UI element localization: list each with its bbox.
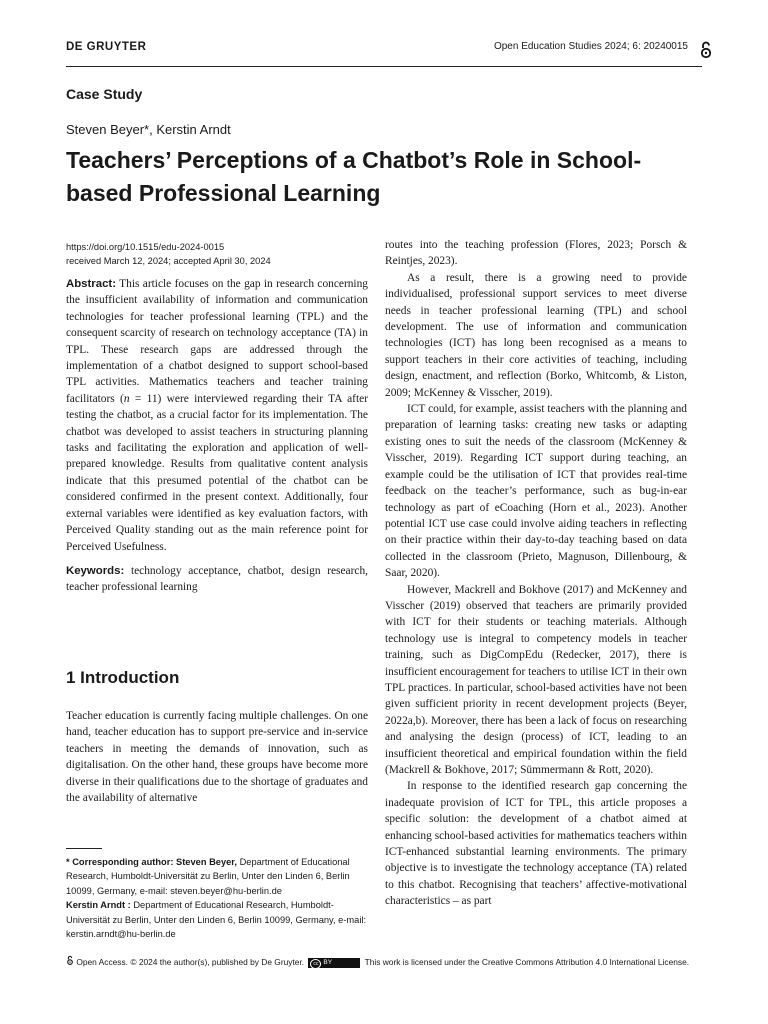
- cc-icon: cc: [310, 959, 321, 969]
- abstract-text-a: This article focuses on the gap in research concerning the insufficient availability of information and communication technologies for teacher professional learning (TPL) and the consequent scarcity of research on technology acceptance (TA) in TPL. These research gaps are addressed through the implementation of a chatbot designed to support school-based TPL activities. Mathematics teachers and teacher training facilitators (: [66, 278, 368, 405]
- paragraph: In response to the identified research gap concerning the inadequate provision of ICT for TPL, this article proposes a specific solution: the development of a chatbot aimed at enhancing school-based activities for mathematics teachers within ICT-enhanced substantial learning environments. The primary objective is to investigate the technology acceptance (TA) related to this chatbot. Recognising that teachers’ affective-motivational characteristics – as part: [385, 780, 687, 908]
- open-access-icon: [700, 40, 712, 60]
- journal-info: Open Education Studies 2024; 6: 20240015: [493, 41, 688, 52]
- article-meta: [66, 240, 271, 268]
- doi-link[interactable]: https://doi.org/10.1515/edu-2024-0015: [66, 242, 225, 252]
- paragraph: However, Mackrell and Bokhove (2017) and McKenney and Visscher (2019) observed that teachers are primarily provided with ICT for their students or teaching materials. Although technology use is integral to competency models in teacher training, such as DigCompEdu (Redecker, 2017), there is insufficient encouragement for teachers to utilise ICT in their own TPL practices. In particular, school-based activities have not been given sufficient priority in recent development projects (Beyer, 2022a,b). Moreover, there has been a lack of focus on researching and analysing the design (process) of ICT, leading to an insufficient theoretical and empirical foundation within the field (Mackrell & Bokhove, 2017; Sümmermann & Rott, 2020).: [385, 583, 687, 776]
- authors: Steven Beyer*, Kerstin Arndt: [66, 122, 231, 137]
- paragraph: routes into the teaching profession (Flores, 2023; Porsch & Reintjes, 2023).: [385, 239, 687, 268]
- corresponding-label: * Corresponding author: Steven Beyer,: [66, 857, 237, 867]
- article-title: Teachers’ Perceptions of a Chatbot’s Role in School-based Professional Learning: [66, 147, 642, 206]
- section-heading-introduction: 1 Introduction: [66, 668, 180, 687]
- paragraph: As a result, there is a growing need to provide individualised, professional support services to meet diverse needs in teacher professional learning (TPL) and school development. The use of information and communication technologies (ICT) has long been recognised as a means to support teachers in their core activities of teaching, including design, enactment, and reflection (Borko, Whitcomb, & Liston, 2009; McKenney & Visscher, 2019).: [385, 271, 687, 399]
- open-access-icon: [66, 955, 74, 966]
- article-dates: received March 12, 2024; accepted April 30, 2024: [66, 256, 271, 266]
- introduction-paragraph: Teacher education is currently facing multiple challenges. On one hand, teacher education has to support pre-service and in-service teachers in meeting the demands of innovation, such as digitalisation. On the other hand, these groups have become more diverse in their qualifications due to the shortage of graduates and the availability of alternative: [66, 710, 368, 805]
- abstract-text-b: = 11) were interviewed regarding their TA after testing the chatbot, as a crucial factor for its implementation. The chatbot was developed to assist teachers in structuring planning tasks and facilitating the exploration and application of well-prepared knowledge. Results from qualitative content analysis indicate that this presumed potential of the chatbot can be considered confirmed in the present context. Additionally, four external variables were identified as key evaluation factors, with Perceived Quality standing out as the main reference point for Perceived Usefulness.: [66, 392, 368, 553]
- cc-badge-label: BY: [323, 958, 333, 966]
- license-statement: This work is licensed under the Creative Commons Attribution 4.0 International License.: [364, 957, 690, 967]
- second-author-note: [66, 898, 368, 941]
- corresponding-text: Department of Educational Research, Humboldt-Universität zu Berlin, Unter den Linden 6, Berlin 10099, Germany, e-mail: steven.beyer@hu-berlin.de: [66, 857, 350, 896]
- abstract-n: n: [123, 392, 130, 405]
- abstract-label: Abstract:: [66, 278, 117, 290]
- corresponding-author-note: [66, 855, 368, 898]
- publisher-logo: DE GRUYTER: [66, 41, 147, 53]
- article-type: Case Study: [66, 86, 143, 102]
- abstract-block: [66, 276, 368, 596]
- footnote-rule: [66, 848, 102, 849]
- second-author-text: Department of Educational Research, Humboldt-Universität zu Berlin, Unter den Linden 6, Berlin 10099, Germany, e-mail: kerstin.arndt@hu-berlin.de: [66, 900, 367, 940]
- keywords: [66, 563, 368, 596]
- keywords-label: Keywords:: [66, 564, 125, 577]
- open-access-statement: Open Access. © 2024 the author(s), published by De Gruyter.: [76, 957, 305, 967]
- license-footer: [66, 955, 689, 968]
- right-column: [385, 237, 687, 910]
- keywords-text: technology acceptance, chatbot, design research, teacher professional learning: [66, 564, 368, 594]
- footnotes: [66, 855, 368, 941]
- second-author-label: Kerstin Arndt :: [66, 900, 131, 911]
- abstract: [66, 276, 368, 555]
- cc-by-badge[interactable]: [308, 958, 360, 968]
- paragraph: ICT could, for example, assist teachers with the planning and preparation of learning tasks: creating new tasks or adapting existing ones to suit the needs of the classroom (McKenney & Visscher, 2019). Regarding ICT support during teaching, an example could be the utilisation of ICT that provides real-time feedback on the teacher’s performance, such as bug-in-ear technology as part of eCoaching (Horn et al., 2023). Another potential ICT use case could involve aiding teachers in reflecting on their practice within their day-to-day teaching based on data collected in the classroom (Prieto, Magnuson, Dillenbourg, & Saar, 2020).: [385, 403, 687, 580]
